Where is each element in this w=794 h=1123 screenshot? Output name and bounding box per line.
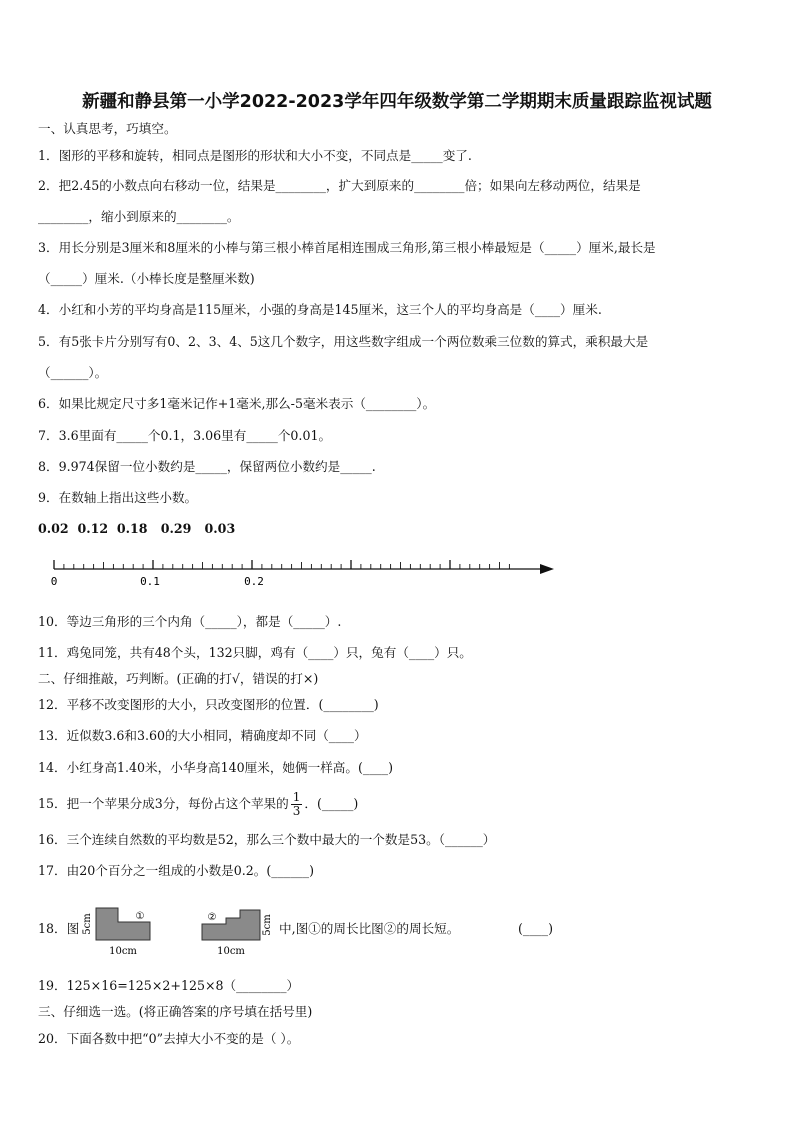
question-2-line-2: ________，缩小到原来的________。 (38, 209, 240, 224)
section-2-heading: 二、仔细推敲，巧判断。(正确的打√，错误的打×) (38, 671, 319, 686)
figure-1-height-label: 5cm (82, 913, 93, 935)
question-4: 4．小红和小芳的平均身高是115厘米，小强的身高是145厘米，这三个人的平均身高是（____）厘米. (38, 302, 602, 317)
question-2-line-1: 2．把2.45的小数点向右移动一位，结果是________，扩大到原来的________倍；如果向左移动两位，结果是 (38, 178, 641, 193)
number-line (38, 552, 568, 592)
question-9-decimals: 0.02 0.12 0.18 0.29 0.03 (38, 521, 236, 536)
number-line-arrow (540, 564, 554, 574)
question-20: 20．下面各数中把“0”去掉大小不变的是（ ）。 (38, 1031, 300, 1046)
question-19: 19．125×16=125×2+125×8（________） (38, 978, 300, 993)
fraction-one-third: $\frac{1}{3}$ (292, 790, 301, 818)
number-line-label-0-1: 0.1 (140, 575, 160, 588)
figure-2-width-label: 10cm (217, 946, 245, 957)
question-5-line-2: （______）。 (38, 365, 108, 380)
question-11: 11．鸡兔同笼，共有48个头，132只脚，鸡有（____）只，兔有（____）只。 (38, 645, 472, 660)
question-12: 12．平移不改变图形的大小，只改变图形的位置．(________) (38, 697, 379, 712)
number-line-label-0-2: 0.2 (244, 575, 264, 588)
question-15-text: 15．把一个苹果分成3分，每份占这个苹果的 (38, 796, 289, 811)
figure-2-mark: ② (207, 912, 217, 923)
question-3-line-2: （_____）厘米.（小棒长度是整厘米数) (38, 271, 255, 286)
question-17: 17．由20个百分之一组成的小数是0.2。(______) (38, 863, 314, 878)
page-title: 新疆和静县第一小学2022-2023学年四年级数学第二学期期末质量跟踪监视试题 (82, 92, 712, 112)
question-15 (38, 789, 358, 819)
question-18-prefix: 18．图 (38, 921, 80, 936)
question-9: 9．在数轴上指出这些小数。 (38, 490, 198, 505)
question-6: 6．如果比规定尺寸多1毫米记作+1毫米,那么-5毫米表示（________）。 (38, 396, 436, 411)
figure-1 (80, 898, 160, 960)
question-16: 16．三个连续自然数的平均数是52，那么三个数中最大的一个数是53。（______） (38, 832, 496, 847)
section-3-heading: 三、仔细选一选。(将正确答案的序号填在括号里) (38, 1004, 313, 1019)
question-3-line-1: 3．用长分别是3厘米和8厘米的小棒与第三根小棒首尾相连围成三角形,第三根小棒最短是（_____）厘米,最长是 (38, 240, 656, 255)
figure-2 (198, 898, 282, 960)
question-8: 8．9.974保留一位小数约是_____，保留两位小数约是_____. (38, 459, 376, 474)
question-14: 14．小红身高1.40米，小华身高140厘米，她俩一样高。(____) (38, 760, 393, 775)
question-5-line-1: 5．有5张卡片分别写有0、2、3、4、5这几个数字，用这些数字组成一个两位数乘三位数的算式，乘积最大是 (38, 334, 649, 349)
question-13: 13．近似数3.6和3.60的大小相同，精确度却不同（____） (38, 728, 367, 743)
figure-1-width-label: 10cm (109, 946, 137, 957)
question-18-blank: (____) (518, 921, 554, 936)
question-1: 1．图形的平移和旋转，相同点是图形的形状和大小不变，不同点是_____变了. (38, 148, 472, 163)
figure-2-height-label: 5cm (262, 914, 273, 936)
question-7: 7．3.6里面有_____个0.1，3.06里有_____个0.01。 (38, 428, 332, 443)
number-line-ticks (54, 560, 509, 569)
question-15-blank: ．(_____) (304, 796, 359, 811)
number-line-label-0: 0 (50, 575, 58, 588)
question-10: 10．等边三角形的三个内角（_____），都是（_____）. (38, 614, 342, 629)
question-18-text: 中,图①的周长比图②的周长短。 (279, 921, 460, 936)
section-1-heading: 一、认真思考，巧填空。 (38, 121, 177, 136)
figure-1-mark: ① (135, 911, 145, 922)
